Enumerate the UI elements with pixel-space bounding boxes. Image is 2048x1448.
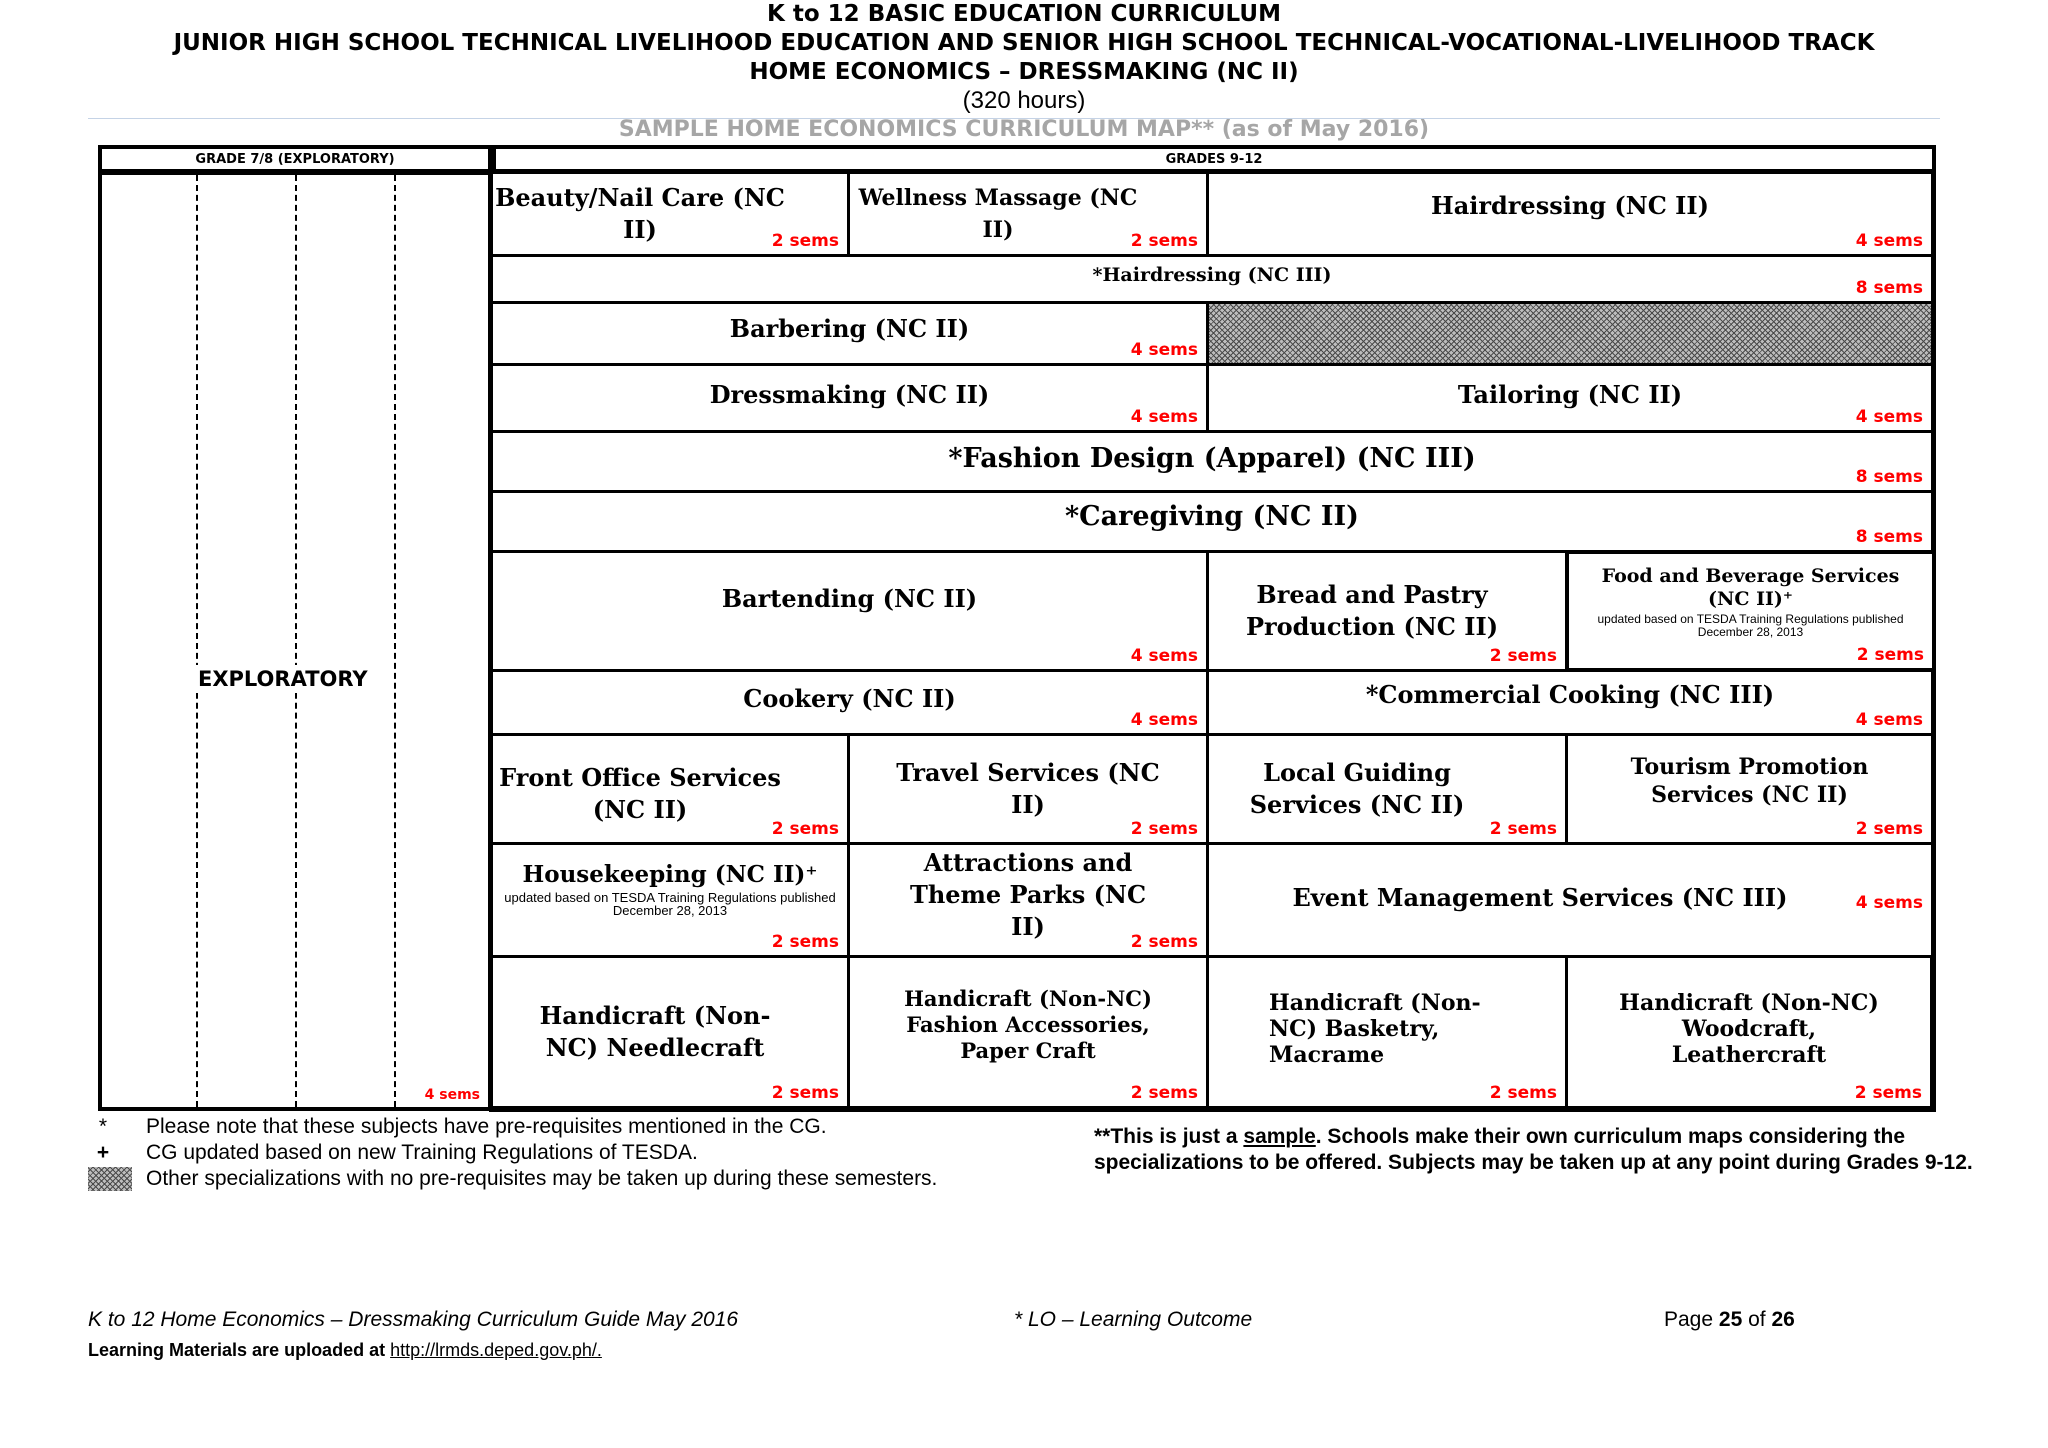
- specialization-name: Handicraft (Non-NC) Woodcraft, Leathercraft: [1619, 990, 1879, 1069]
- exploratory-sems: 4 sems: [424, 1087, 480, 1103]
- sems-label: 2 sems: [1130, 1083, 1198, 1103]
- page-current: 25: [1718, 1308, 1743, 1331]
- grade78-header: GRADE 7/8 (EXPLORATORY): [98, 145, 492, 173]
- exploratory-column: [98, 171, 492, 1111]
- header-hours: (320 hours): [962, 87, 1086, 114]
- sems-label: 2 sems: [1130, 819, 1198, 839]
- specialization-name: Handicraft (Non-NC) Basketry, Macrame: [1269, 990, 1481, 1069]
- specialization-cell: [1206, 733, 1568, 845]
- specialization-name: Handicraft (Non-NC) Needlecraft: [539, 1001, 771, 1062]
- legend-text: Please note that these subjects have pre-requisites mentioned in the CG.: [146, 1115, 827, 1138]
- header-line-2: JUNIOR HIGH SCHOOL TECHNICAL LIVELIHOOD EDUCATION AND SENIOR HIGH SCHOOL TECHNICAL-VOCATIONAL-LIVELIHOOD TRACK: [173, 30, 1875, 56]
- specialization-name: Dressmaking (NC II): [709, 379, 990, 409]
- sems-label: 4 sems: [1855, 231, 1923, 251]
- sems-label: 2 sems: [771, 231, 839, 251]
- specialization-name: *Hairdressing (NC III): [1092, 263, 1332, 286]
- sample-note-suffix: . Schools make their own curriculum maps considering the specializations to be offered. Subjects may be taken up at any point during Grades 9-12.: [1094, 1125, 1973, 1174]
- specialization-cell: [1206, 955, 1568, 1110]
- sems-label: 2 sems: [1130, 932, 1198, 952]
- specialization-name: Cookery (NC II): [743, 684, 956, 714]
- sems-label: 4 sems: [1855, 710, 1923, 730]
- page-total: 26: [1771, 1308, 1795, 1331]
- sems-label: 4 sems: [1130, 710, 1198, 730]
- legend-text: CG updated based on new Training Regulations of TESDA.: [146, 1141, 698, 1164]
- specialization-name-wrap: [493, 861, 847, 917]
- sems-label: 4 sems: [1855, 407, 1923, 427]
- page-number: [1664, 1308, 1795, 1332]
- footer-guide-title: K to 12 Home Economics – Dressmaking Curriculum Guide May 2016: [88, 1308, 739, 1331]
- specialization-cell: [1206, 669, 1934, 736]
- specialization-cell: [1206, 842, 1934, 958]
- specialization-cell: [490, 171, 850, 257]
- page-of: of: [1748, 1308, 1766, 1331]
- specialization-name: Front Office Services (NC II): [499, 763, 781, 825]
- specialization-cell: [490, 363, 1209, 433]
- specialization-cell: [847, 733, 1209, 845]
- specialization-cell: [1565, 733, 1934, 845]
- sample-note: [1094, 1124, 1974, 1176]
- specialization-name-wrap: [1569, 565, 1932, 639]
- specialization-name: Event Management Services (NC III): [1292, 882, 1788, 912]
- sems-label: 2 sems: [1489, 646, 1557, 666]
- sems-label: 4 sems: [1130, 646, 1198, 666]
- sample-note-prefix: **This is just a: [1094, 1125, 1244, 1148]
- specialization-name: Local Guiding Services (NC II): [1249, 758, 1465, 819]
- sems-label: 2 sems: [1489, 819, 1557, 839]
- specialization-name: Barbering (NC II): [729, 313, 970, 343]
- sems-label: 2 sems: [1855, 819, 1923, 839]
- specialization-name: *Commercial Cooking (NC III): [1365, 680, 1775, 710]
- specialization-cell: [490, 669, 1209, 736]
- sems-label: 8 sems: [1855, 467, 1923, 487]
- specialization-name: Food and Beverage Services (NC II)⁺: [1601, 564, 1900, 610]
- specialization-name: Handicraft (Non-NC) Fashion Accessories, Paper Craft: [904, 985, 1152, 1063]
- materials-note: [88, 1340, 602, 1361]
- specialization-cell: [490, 955, 850, 1110]
- specialization-cell: [847, 955, 1209, 1110]
- semester-divider: [196, 175, 198, 1107]
- specialization-cell: [490, 254, 1934, 304]
- specialization-name: Travel Services (NC II): [896, 758, 1160, 819]
- sems-label: 2 sems: [771, 1083, 839, 1103]
- materials-label: Learning Materials are uploaded at: [88, 1340, 386, 1360]
- sems-label: 8 sems: [1855, 278, 1923, 298]
- asterisk-symbol: *: [98, 1115, 108, 1138]
- grades912-header: GRADES 9-12: [492, 145, 1936, 173]
- plus-symbol: +: [96, 1141, 110, 1164]
- sems-label: 2 sems: [1130, 231, 1198, 251]
- specialization-cell: [490, 733, 850, 845]
- semester-divider: [295, 175, 297, 1107]
- specialization-cell: [490, 301, 1209, 366]
- specialization-cell: [490, 490, 1934, 553]
- header-line-3: HOME ECONOMICS – DRESSMAKING (NC II): [749, 59, 1299, 85]
- sems-label: 4 sems: [1130, 340, 1198, 360]
- exploratory-label: EXPLORATORY: [194, 665, 372, 693]
- curriculum-map: [98, 143, 1936, 1112]
- specialization-name: *Fashion Design (Apparel) (NC III): [948, 442, 1476, 474]
- semester-divider: [394, 175, 396, 1107]
- sems-label: 2 sems: [1854, 1083, 1922, 1103]
- sems-label: 8 sems: [1855, 527, 1923, 547]
- specialization-note: updated based on TESDA Training Regulations published December 28, 2013: [504, 890, 836, 918]
- specialization-name: Tailoring (NC II): [1457, 379, 1683, 409]
- map-title: SAMPLE HOME ECONOMICS CURRICULUM MAP** (as of May 2016): [618, 117, 1430, 142]
- specialization-cell: [1206, 363, 1934, 433]
- specialization-name: Hairdressing (NC II): [1431, 191, 1709, 220]
- sems-label: 4 sems: [1130, 407, 1198, 427]
- header-line-1: K to 12 BASIC EDUCATION CURRICULUM: [767, 1, 1281, 27]
- specialization-cell: [1565, 550, 1936, 672]
- specialization-name: Bread and Pastry Production (NC II): [1245, 580, 1499, 641]
- specialization-cell: [847, 171, 1209, 257]
- sems-label: 4 sems: [1855, 893, 1923, 913]
- page-label: Page: [1664, 1308, 1714, 1331]
- sems-label: 2 sems: [771, 819, 839, 839]
- specialization-cell: [847, 842, 1209, 958]
- specialization-name: Bartending (NC II): [721, 584, 978, 614]
- specialization-name: Attractions and Theme Parks (NC II): [909, 847, 1147, 941]
- specialization-cell: [1206, 171, 1934, 257]
- specialization-cell: [1206, 550, 1568, 672]
- specialization-name: Wellness Massage (NC II): [858, 185, 1138, 243]
- footer-lo-note: * LO – Learning Outcome: [1014, 1308, 1253, 1331]
- specialization-name: *Caregiving (NC II): [1065, 500, 1359, 532]
- specialization-cell: [1565, 955, 1934, 1110]
- open-elective-hatched-cell: [1206, 301, 1934, 366]
- sems-label: 2 sems: [1856, 645, 1924, 665]
- specialization-name: Beauty/Nail Care (NC II): [495, 183, 785, 244]
- legend-text: Other specializations with no pre-requisites may be taken up during these semesters.: [146, 1167, 938, 1190]
- sample-note-underlined: sample: [1243, 1125, 1316, 1148]
- specialization-name: Housekeeping (NC II)⁺: [522, 861, 818, 888]
- specialization-note: updated based on TESDA Training Regulations published December 28, 2013: [1597, 611, 1904, 639]
- sems-label: 2 sems: [771, 932, 839, 952]
- specialization-cell: [490, 430, 1934, 493]
- sems-label: 2 sems: [1489, 1083, 1557, 1103]
- specialization-cell: [490, 550, 1209, 672]
- specialization-cell: [490, 842, 850, 958]
- materials-link[interactable]: http://lrmds.deped.gov.ph/.: [390, 1340, 602, 1360]
- document-header: [0, 0, 2048, 115]
- specialization-name: Tourism Promotion Services (NC II): [1630, 753, 1869, 808]
- hatched-swatch-icon: [88, 1167, 132, 1191]
